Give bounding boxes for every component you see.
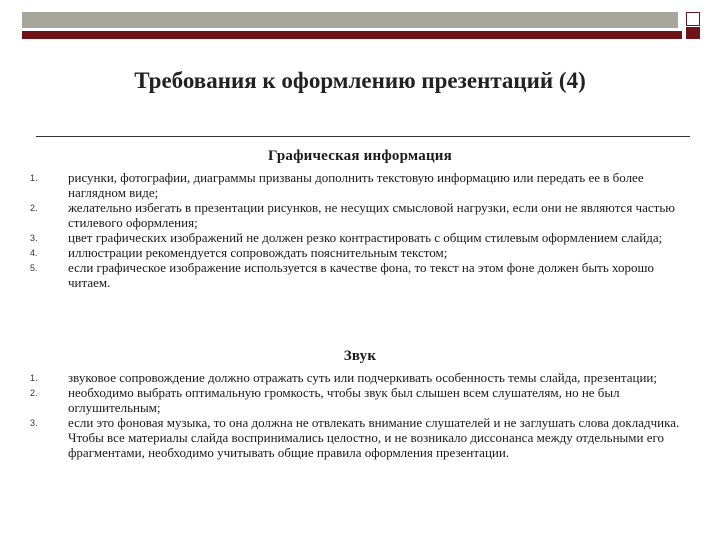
list-number: 1. <box>30 173 38 183</box>
list-item <box>0 200 720 230</box>
list-item-text: рисунки, фотографии, диаграммы призваны дополнить текстовую информацию или передать ее в более наглядном виде; <box>68 170 644 200</box>
list-item-text: желательно избегать в презентации рисунков, не несущих смысловой нагрузки, если они не являются частью стилевого оформления; <box>68 200 675 230</box>
corner-square-outline <box>686 12 700 26</box>
list-item-text: звуковое сопровождение должно отражать суть или подчеркивать особенность темы слайда, презентации; <box>68 370 657 385</box>
title-divider <box>36 136 690 137</box>
list-item-text: если это фоновая музыка, то она должна не отвлекать внимание слушателей и не заглушать слова докладчика. Чтобы все материалы слайда воспринимались целостно, и не возникало диссонанса между отдельными его фрагментами, необходимо учитывать общие правила оформления презентации. <box>68 415 680 460</box>
section-heading-graphics: Графическая информация <box>268 148 452 164</box>
list-item-text: цвет графических изображений не должен резко контрастировать с общим стилевым оформлением слайда; <box>68 230 663 245</box>
header-decor-bar-gray <box>22 12 678 28</box>
list-item <box>0 245 720 260</box>
list-number: 3. <box>30 418 38 428</box>
sound-requirements-list <box>0 370 720 460</box>
list-item <box>0 230 720 245</box>
list-item <box>0 415 720 460</box>
list-number: 2. <box>30 388 38 398</box>
graphics-requirements-list <box>0 170 720 290</box>
list-item <box>0 260 720 290</box>
list-item-text: иллюстрации рекомендуется сопровождать пояснительным текстом; <box>68 245 448 260</box>
list-number: 4. <box>30 248 38 258</box>
list-number: 1. <box>30 373 38 383</box>
list-item <box>0 370 720 385</box>
list-item-text: если графическое изображение используется в качестве фона, то текст на этом фоне должен быть хорошо читаем. <box>68 260 655 290</box>
list-item-text: необходимо выбрать оптимальную громкость, чтобы звук был слышен всем слушателям, но не был оглушительным; <box>68 385 620 415</box>
list-item <box>0 170 720 200</box>
slide-title: Требования к оформлению презентаций (4) <box>134 68 586 93</box>
header-decor-bar-red <box>22 31 682 39</box>
list-number: 5. <box>30 263 38 273</box>
corner-square-filled <box>686 27 700 39</box>
list-item <box>0 385 720 415</box>
section-heading-sound: Звук <box>343 348 377 364</box>
list-number: 2. <box>30 203 38 213</box>
list-number: 3. <box>30 233 38 243</box>
